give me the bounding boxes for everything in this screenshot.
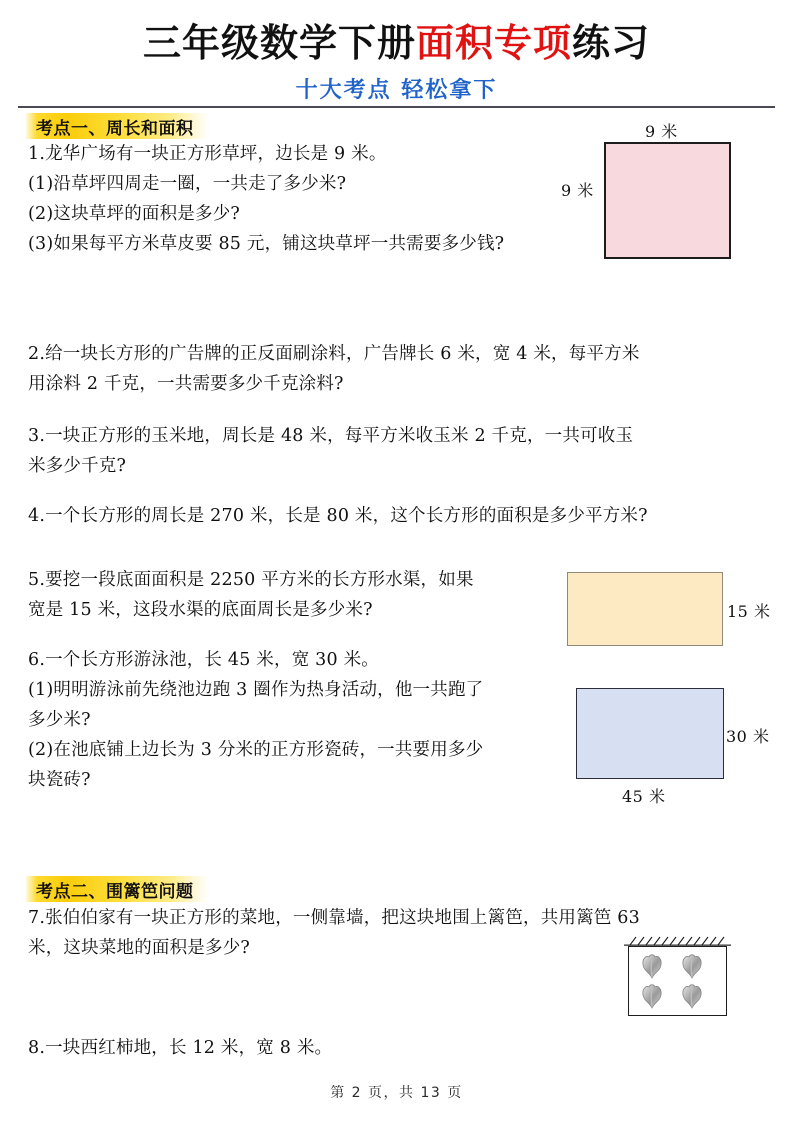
question-6-line-5: 块瓷砖? xyxy=(28,770,91,790)
question-5-line-1: 5.要挖一段底面面积是 2250 平方米的长方形水渠，如果 xyxy=(28,570,474,590)
plant-icon xyxy=(681,953,703,979)
figure-square-lawn xyxy=(604,142,731,259)
page-footer: 第 2 页，共 13 页 xyxy=(330,1085,463,1101)
plant-icon xyxy=(641,953,663,979)
question-2-line-1: 2.给一块长方形的广告牌的正反面刷涂料，广告牌长 6 米，宽 4 米，每平方米 xyxy=(28,344,640,364)
question-6-line-1: 6.一个长方形游泳池，长 45 米，宽 30 米。 xyxy=(28,650,379,670)
question-1-line-2: (1)沿草坪四周走一圈，一共走了多少米? xyxy=(28,174,347,194)
figure-rect-pool-right-label: 30 米 xyxy=(726,727,770,746)
figure-rect-pool-bottom-label: 45 米 xyxy=(622,787,666,806)
question-5-line-2: 宽是 15 米，这段水渠的底面周长是多少米? xyxy=(28,600,373,620)
page-subtitle: 十大考点 轻松拿下 xyxy=(295,77,498,103)
question-4-line-1: 4.一个长方形的周长是 270 米，长是 80 米，这个长方形的面积是多少平方米? xyxy=(28,506,648,526)
figure-square-lawn-top-label: 9 米 xyxy=(645,122,678,141)
figure-square-lawn-left-label: 9 米 xyxy=(561,181,594,200)
question-1-line-4: (3)如果每平方米草皮要 85 元，铺这块草坪一共需要多少钱? xyxy=(28,234,505,254)
question-3-line-1: 3.一块正方形的玉米地，周长是 48 米，每平方米收玉米 2 千克，一共可收玉 xyxy=(28,426,634,446)
page-title-part-red: 面积专项 xyxy=(415,20,572,65)
page-title-part-2: 练习 xyxy=(572,20,651,65)
header-divider xyxy=(18,106,775,108)
figure-rect-channel-right-label: 15 米 xyxy=(727,602,771,621)
question-7-line-2: 米，这块菜地的面积是多少? xyxy=(28,938,250,958)
plant-icon xyxy=(681,983,703,1009)
question-8-line-1: 8.一块西红柿地，长 12 米，宽 8 米。 xyxy=(28,1038,333,1058)
page-title xyxy=(0,22,793,65)
page-title-part-1: 三年级数学下册 xyxy=(142,20,416,65)
section-header-2: 考点二、围篱笆问题 xyxy=(26,876,210,902)
question-6-line-2: (1)明明游泳前先绕池边跑 3 圈作为热身活动，他一共跑了 xyxy=(28,680,484,700)
question-2-line-2: 用涂料 2 千克，一共需要多少千克涂料? xyxy=(28,374,344,394)
figure-square-garden xyxy=(628,946,727,1016)
figure-rect-channel xyxy=(567,572,723,646)
question-1-line-1: 1.龙华广场有一块正方形草坪，边长是 9 米。 xyxy=(28,144,387,164)
question-1-line-3: (2)这块草坪的面积是多少? xyxy=(28,204,240,224)
plant-icon xyxy=(641,983,663,1009)
figure-rect-pool xyxy=(576,688,724,779)
question-7-line-1: 7.张伯伯家有一块正方形的菜地，一侧靠墙，把这块地围上篱笆，共用篱笆 63 xyxy=(28,908,640,928)
question-3-line-2: 米多少千克? xyxy=(28,456,127,476)
question-6-line-3: 多少米? xyxy=(28,710,91,730)
question-6-line-4: (2)在池底铺上边长为 3 分米的正方形瓷砖，一共要用多少 xyxy=(28,740,484,760)
section-header-1: 考点一、周长和面积 xyxy=(26,113,210,139)
